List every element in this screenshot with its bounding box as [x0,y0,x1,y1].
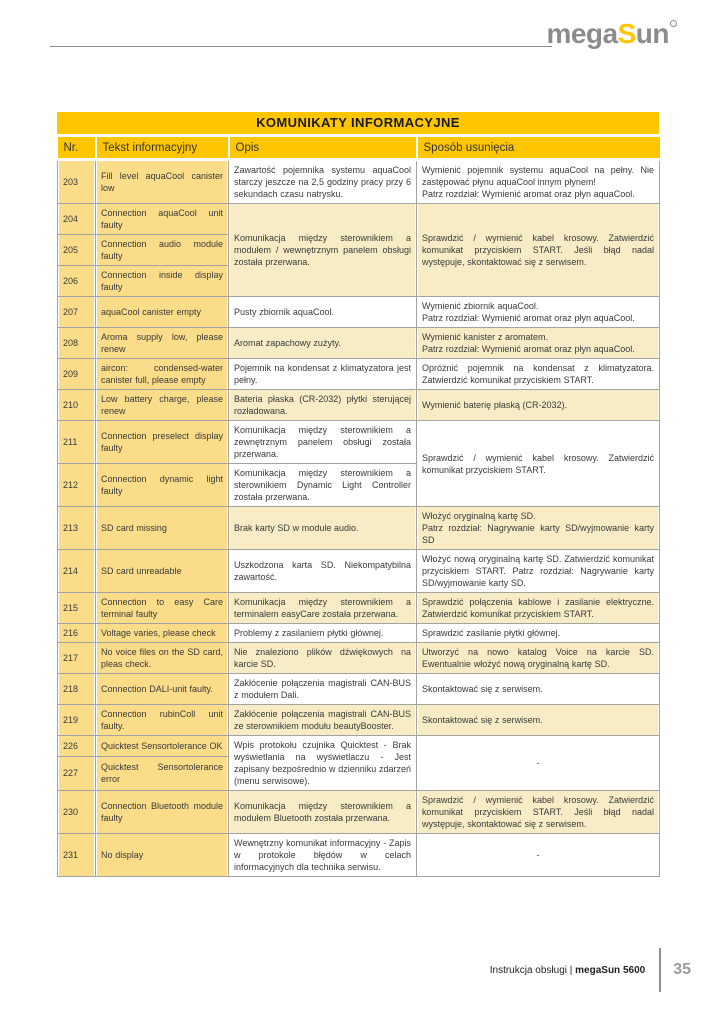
table-row [58,421,660,464]
cell-text-line: Brak karty SD w module audio. [234,523,359,533]
message-text-cell [96,593,229,624]
cell-text-line: Connection inside display faulty [101,270,223,292]
cell-text-line: Komunikacja między sterownikiem a sterownikiem Dynamic Light Controller została przerwana. [234,468,411,502]
remedy-cell [417,736,660,791]
cell-text-line: Voltage varies, please check [101,628,216,638]
remedy-cell [417,791,660,834]
messages-table-section [57,112,659,877]
cell-text-line: Wymienić pojemnik systemu aquaCool na pełny. Nie zastępować płynu aquaCool innym płynem! [422,165,654,187]
cell-text-line: 208 [63,338,79,348]
table-row [58,674,660,705]
description-cell [229,643,417,674]
description-cell [229,328,417,359]
nr-cell [58,160,96,204]
footer-caption [490,965,645,976]
remedy-cell [417,160,660,204]
table-row [58,593,660,624]
column-header-row [58,137,660,160]
message-text-cell [96,464,229,507]
nr-cell [58,756,96,790]
cell-text-line: Zakłócenie połączenia magistrali CAN-BUS z modułem Dali. [234,678,411,700]
cell-text-line: Patrz rozdział: Nagrywanie karty SD/wyjmowanie karty SD [422,523,654,545]
nr-cell [58,736,96,757]
remedy-cell [417,593,660,624]
cell-text-line: 211 [63,437,78,447]
cell-text-line: 214 [63,566,79,576]
nr-cell [58,266,96,297]
cell-text-line: 230 [63,807,79,817]
nr-cell [58,834,96,877]
description-cell [229,791,417,834]
message-text-cell [96,297,229,328]
nr-cell [58,674,96,705]
cell-text-line: Bateria płaska (CR-2032) płytki sterującej rozładowana. [234,394,411,416]
nr-cell [58,550,96,593]
cell-text-line: Wymienić zbiornik aquaCool. [422,301,539,311]
message-text-cell [96,674,229,705]
cell-text-line: aquaCool canister empty [101,307,201,317]
table-title: KOMUNIKATY INFORMACYJNE [57,112,659,134]
remedy-cell [417,359,660,390]
table-row [58,736,660,757]
message-text-cell [96,791,229,834]
cell-text-line: Komunikacja między sterownikiem a zewnętrznym panelem obsługi została przerwana. [234,425,411,459]
cell-text-line: Sprawdzić / wymienić kabel krosowy. Zatwierdzić komunikat przyciskiem START. [422,452,654,475]
remedy-cell [417,390,660,421]
cell-text-line: Aroma supply low, please renew [101,332,223,354]
table-row [58,160,660,204]
cell-text-line: Wpis protokołu czujnika Quicktest - Brak wyświetlania na wyświetlaczu - Jest zapisany bezpośrednio w dzienniku zdarzeń (menu serwisowe). [234,740,411,786]
remedy-cell [417,297,660,328]
remedy-cell [417,550,660,593]
cell-text-line: Zawartość pojemnika systemu aquaCool starczy jeszcze na 2,5 godziny pracy przy 6 sekundach czasu natrysku. [234,165,411,199]
remedy-cell [417,507,660,550]
cell-text-line: Connection rubinColl unit faulty. [101,709,223,731]
cell-text-line: 210 [63,400,79,410]
nr-cell [58,643,96,674]
cell-text-line: Nie znaleziono plików dźwiękowych na karcie SD. [234,647,411,669]
cell-text-line: Skontaktować się z serwisem. [422,715,543,725]
cell-text-line: 212 [63,480,79,490]
remedy-cell [417,624,660,643]
cell-text-line: Connection preselect display faulty [101,431,223,453]
cell-text-line: 219 [63,715,79,725]
message-text-cell [96,834,229,877]
cell-text-line: Quicktest Sensortolerance error [101,762,223,785]
message-text-cell [96,328,229,359]
nr-cell [58,204,96,235]
cell-text-line: Quicktest Sensortolerance OK [101,740,223,751]
cell-text-line: Connection to easy Care terminal faulty [101,597,223,619]
nr-cell [58,359,96,390]
message-text-cell [96,756,229,790]
nr-cell [58,328,96,359]
cell-text-line: Skontaktować się z serwisem. [422,684,543,694]
logo-text-suffix: un [635,18,669,49]
cell-text-line: Wymienić baterię płaską (CR-2032). [422,400,568,410]
nr-cell [58,297,96,328]
description-cell [229,390,417,421]
description-cell [229,834,417,877]
description-cell [229,624,417,643]
column-header-text: Tekst informacyjny [96,137,229,160]
cell-text-line: 215 [63,603,79,613]
message-text-cell [96,550,229,593]
description-cell [229,421,417,464]
column-header-nr: Nr. [58,137,96,160]
messages-table-body [58,160,660,877]
cell-text-line: Uszkodzona karta SD. Niekompatybilna zawartość. [234,560,411,582]
nr-cell [58,507,96,550]
nr-cell [58,593,96,624]
column-header-remedy: Sposób usunięcia [417,137,660,160]
description-cell [229,464,417,507]
remedy-cell [417,328,660,359]
cell-text-line: 217 [63,653,79,663]
logo-accent-letter: S [617,18,636,49]
cell-text-line: Włożyć nową oryginalną kartę SD. Zatwierdzić komunikat przyciskiem START. Patrz rozdział: Nagrywanie karty SD/wyjmowanie karty SD. [422,554,654,588]
cell-text-line: Utworzyć na nowo katalog Voice na karcie SD. Ewentualnie włożyć nową oryginalną kartę SD. [422,647,654,669]
nr-cell [58,624,96,643]
cell-text-line: Connection Bluetooth module faulty [101,801,223,823]
message-text-cell [96,624,229,643]
page-footer [490,948,691,992]
table-row [58,705,660,736]
cell-text-line: aircon: condensed-water canister full, please empty [101,363,223,385]
message-text-cell [96,204,229,235]
cell-text-line: Connection aquaCool unit faulty [101,208,223,230]
remedy-cell [417,204,660,297]
description-cell [229,593,417,624]
description-cell [229,507,417,550]
nr-cell [58,464,96,507]
messages-table [57,137,660,877]
remedy-cell [417,674,660,705]
cell-text-line: Patrz rozdział: Wymienić aromat oraz płyn aquaCool. [422,344,635,354]
message-text-cell [96,266,229,297]
table-row [58,834,660,877]
cell-text-line: 231 [63,850,79,860]
table-row [58,297,660,328]
cell-text-line: 218 [63,684,79,694]
registered-mark-icon [670,20,677,27]
cell-text-line: Zakłócenie połączenia magistrali CAN-BUS ze sterownikiem modułu beautyBooster. [234,709,411,731]
message-text-cell [96,507,229,550]
footer-caption-regular: Instrukcja obsługi | [489,964,576,976]
description-cell [229,297,417,328]
cell-text-line: - [536,758,540,768]
cell-text-line: Włożyć oryginalną kartę SD. [422,511,536,521]
cell-text-line: Fill level aquaCool canister low [101,171,223,193]
cell-text-line: 206 [63,276,79,286]
cell-text-line: 203 [63,177,79,187]
cell-text-line: 209 [63,369,79,379]
cell-text-line: SD card missing [101,523,167,533]
cell-text-line: 216 [63,628,79,638]
cell-text-line: 226 [63,740,79,751]
cell-text-line: Patrz rozdział: Wymienić aromat oraz płyn aquaCool. [422,189,635,199]
message-text-cell [96,160,229,204]
cell-text-line: Connection DALI-unit faulty. [101,684,213,694]
cell-text-line: Aromat zapachowy zużyty. [234,338,341,348]
description-cell [229,359,417,390]
remedy-cell [417,643,660,674]
remedy-cell [417,705,660,736]
message-text-cell [96,390,229,421]
cell-text-line: Sprawdzić / wymienić kabel krosowy. Zatwierdzić komunikat przyciskiem START. Jeśli błąd nadal występuje, skontaktować się z serwisem. [422,233,654,267]
cell-text-line: 207 [63,307,79,317]
footer-divider [659,948,661,992]
message-text-cell [96,421,229,464]
cell-text-line: 204 [63,214,79,224]
description-cell [229,736,417,791]
table-row [58,624,660,643]
description-cell [229,705,417,736]
description-cell [229,204,417,297]
brand-logo [546,18,677,50]
page-number: 35 [673,961,691,978]
message-text-cell [96,643,229,674]
cell-text-line: Sprawdzić połączenia kablowe i zasilanie elektryczne. Zatwierdzić komunikat przyciskiem START. [422,597,654,619]
cell-text-line: 227 [63,768,79,779]
table-row [58,643,660,674]
header-rule [50,46,552,47]
nr-cell [58,791,96,834]
nr-cell [58,390,96,421]
cell-text-line: Pusty zbiornik aquaCool. [234,307,334,317]
table-row [58,328,660,359]
cell-text-line: Connection dynamic light faulty [101,474,223,496]
description-cell [229,550,417,593]
table-row [58,507,660,550]
remedy-cell [417,834,660,877]
cell-text-line: Opróżnić pojemnik na kondensat z klimatyzatora. Zatwierdzić komunikat przyciskiem START. [422,363,654,385]
message-text-cell [96,235,229,266]
logo-text-prefix: mega [546,18,618,49]
cell-text-line: Patrz rozdział: Wymienić aromat oraz płyn aquaCool. [422,313,635,323]
cell-text-line: 213 [63,523,79,533]
cell-text-line: Connection audio module faulty [101,239,223,261]
message-text-cell [96,359,229,390]
cell-text-line: Komunikacja między sterownikiem a modułem / wewnętrznym panelem obsługi została przerwana. [234,233,411,267]
cell-text-line: - [536,850,540,860]
nr-cell [58,235,96,266]
cell-text-line: Wewnętrzny komunikat informacyjny - Zapis w protokole błędów w celach informacyjnych dla technika serwisu. [234,838,411,872]
message-text-cell [96,705,229,736]
cell-text-line: Pojemnik na kondensat z klimatyzatora jest pełny. [234,363,411,385]
cell-text-line: Sprawdzić zasilanie płytki głównej. [422,628,561,638]
table-row [58,791,660,834]
table-row [58,204,660,235]
description-cell [229,674,417,705]
footer-caption-bold: megaSun 5600 [575,964,646,976]
cell-text-line: Problemy z zasilaniem płytki głównej. [234,628,384,638]
table-row [58,550,660,593]
cell-text-line: Low battery charge, please renew [101,394,223,416]
cell-text-line: SD card unreadable [101,566,182,576]
description-cell [229,160,417,204]
column-header-description: Opis [229,137,417,160]
cell-text-line: Komunikacja między sterownikiem a terminalem easyCare została przerwana. [234,597,411,619]
nr-cell [58,421,96,464]
cell-text-line: 205 [63,245,79,255]
remedy-cell [417,421,660,507]
table-row [58,359,660,390]
cell-text-line: Komunikacja między sterownikiem a modułem Bluetooth została przerwana. [234,801,411,823]
table-row [58,390,660,421]
cell-text-line: No voice files on the SD card, pleas check. [101,647,223,669]
message-text-cell [96,736,229,757]
nr-cell [58,705,96,736]
cell-text-line: Sprawdzić / wymienić kabel krosowy. Zatwierdzić komunikat przyciskiem START. Jeśli błąd nadal występuje, skontaktować się z serwisem. [422,795,654,829]
cell-text-line: No display [101,850,144,860]
cell-text-line: Wymienić kanister z aromatem. [422,332,549,342]
